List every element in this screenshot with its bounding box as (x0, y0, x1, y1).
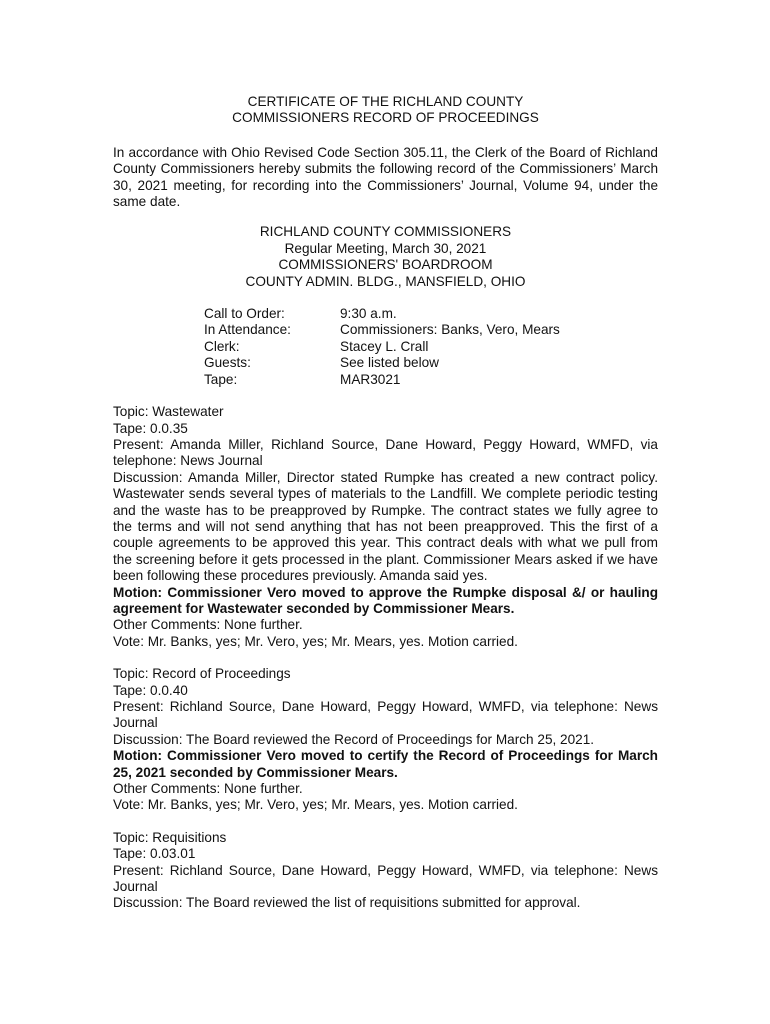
document-title (113, 94, 658, 127)
topic-other-comments: Other Comments: None further. (113, 617, 303, 633)
topic-discussion: Discussion: The Board reviewed the list of requisitions submitted for approval. (113, 895, 581, 911)
clerk-value: Stacey L. Crall (340, 338, 429, 354)
topic-tape: Tape: 0.0.35 (113, 420, 188, 436)
topic-section-record-of-proceedings (113, 666, 658, 814)
call-to-order-value: 9:30 a.m. (340, 306, 397, 322)
topic-present: Present: Richland Source, Dane Howard, Peggy Howard, WMFD, via telephone: News Journal (113, 862, 658, 895)
call-to-order-label: Call to Order: (204, 306, 285, 322)
meeting-line-2: Regular Meeting, March 30, 2021 (284, 240, 487, 256)
attendance-value: Commissioners: Banks, Vero, Mears (340, 322, 560, 338)
topic-vote: Vote: Mr. Banks, yes; Mr. Vero, yes; Mr. Mears, yes. Motion carried. (113, 633, 518, 649)
topic-heading: Topic: Record of Proceedings (113, 666, 291, 682)
topic-tape: Tape: 0.03.01 (113, 846, 196, 862)
topic-section-wastewater (113, 404, 658, 650)
attendance-label: In Attendance: (204, 322, 291, 338)
meeting-line-3: COMMISSIONERS' BOARDROOM (278, 257, 493, 273)
topic-motion: Motion: Commissioner Vero moved to approve the Rumpke disposal &/ or hauling agreement for Wastewater seconded by Commissioner Mears. (113, 584, 658, 616)
document-page (113, 94, 658, 912)
intro-paragraph: In accordance with Ohio Revised Code Section 305.11, the Clerk of the Board of Richland County Commissioners hereby submits the following record of the Commissioners’ March 30, 2021 meeting, for recording into the Commissioners’ Journal, Volume 94, under the same date. (113, 144, 658, 210)
topic-vote: Vote: Mr. Banks, yes; Mr. Vero, yes; Mr. Mears, yes. Motion carried. (113, 797, 518, 813)
meeting-line-4: COUNTY ADMIN. BLDG., MANSFIELD, OHIO (245, 273, 526, 289)
topic-section-requisitions (113, 830, 658, 912)
topic-other-comments: Other Comments: None further. (113, 781, 303, 797)
guests-label: Guests: (204, 355, 251, 371)
title-line-2: COMMISSIONERS RECORD OF PROCEEDINGS (232, 110, 539, 126)
topic-heading: Topic: Requisitions (113, 829, 227, 845)
guests-value: See listed below (340, 355, 439, 371)
topic-discussion: Discussion: Amanda Miller, Director stated Rumpke has created a new contract policy. Wastewater sends several types of materials to the Landfill. We complete periodic testing and the waste has to be preapproved by Rumpke. The contract states we fully agree to the terms and will not send anything that has not been preapproved. This the first of a couple agreements to be approved this year. This contract deals with what we pull from the screening before it gets processed in the plant. Commissioner Mears asked if we have been following these procedures previously. Amanda said yes. (113, 469, 658, 584)
clerk-label: Clerk: (204, 338, 240, 354)
topic-motion: Motion: Commissioner Vero moved to certify the Record of Proceedings for March 25, 2021 seconded by Commissioner Mears. (113, 748, 658, 780)
topic-discussion: Discussion: The Board reviewed the Record of Proceedings for March 25, 2021. (113, 731, 595, 747)
meeting-line-1: RICHLAND COUNTY COMMISSIONERS (259, 224, 512, 240)
topic-tape: Tape: 0.0.40 (113, 682, 188, 698)
title-line-1: CERTIFICATE OF THE RICHLAND COUNTY (247, 94, 524, 109)
meeting-header (113, 224, 658, 290)
tape-value: MAR3021 (340, 371, 401, 387)
tape-label: Tape: (204, 371, 238, 387)
topic-present: Present: Richland Source, Dane Howard, Peggy Howard, WMFD, via telephone: News Journal (113, 699, 658, 731)
topic-heading: Topic: Wastewater (113, 404, 224, 420)
topic-present: Present: Amanda Miller, Richland Source, Dane Howard, Peggy Howard, WMFD, via telephone: News Journal (113, 436, 658, 469)
meeting-details (204, 306, 658, 388)
